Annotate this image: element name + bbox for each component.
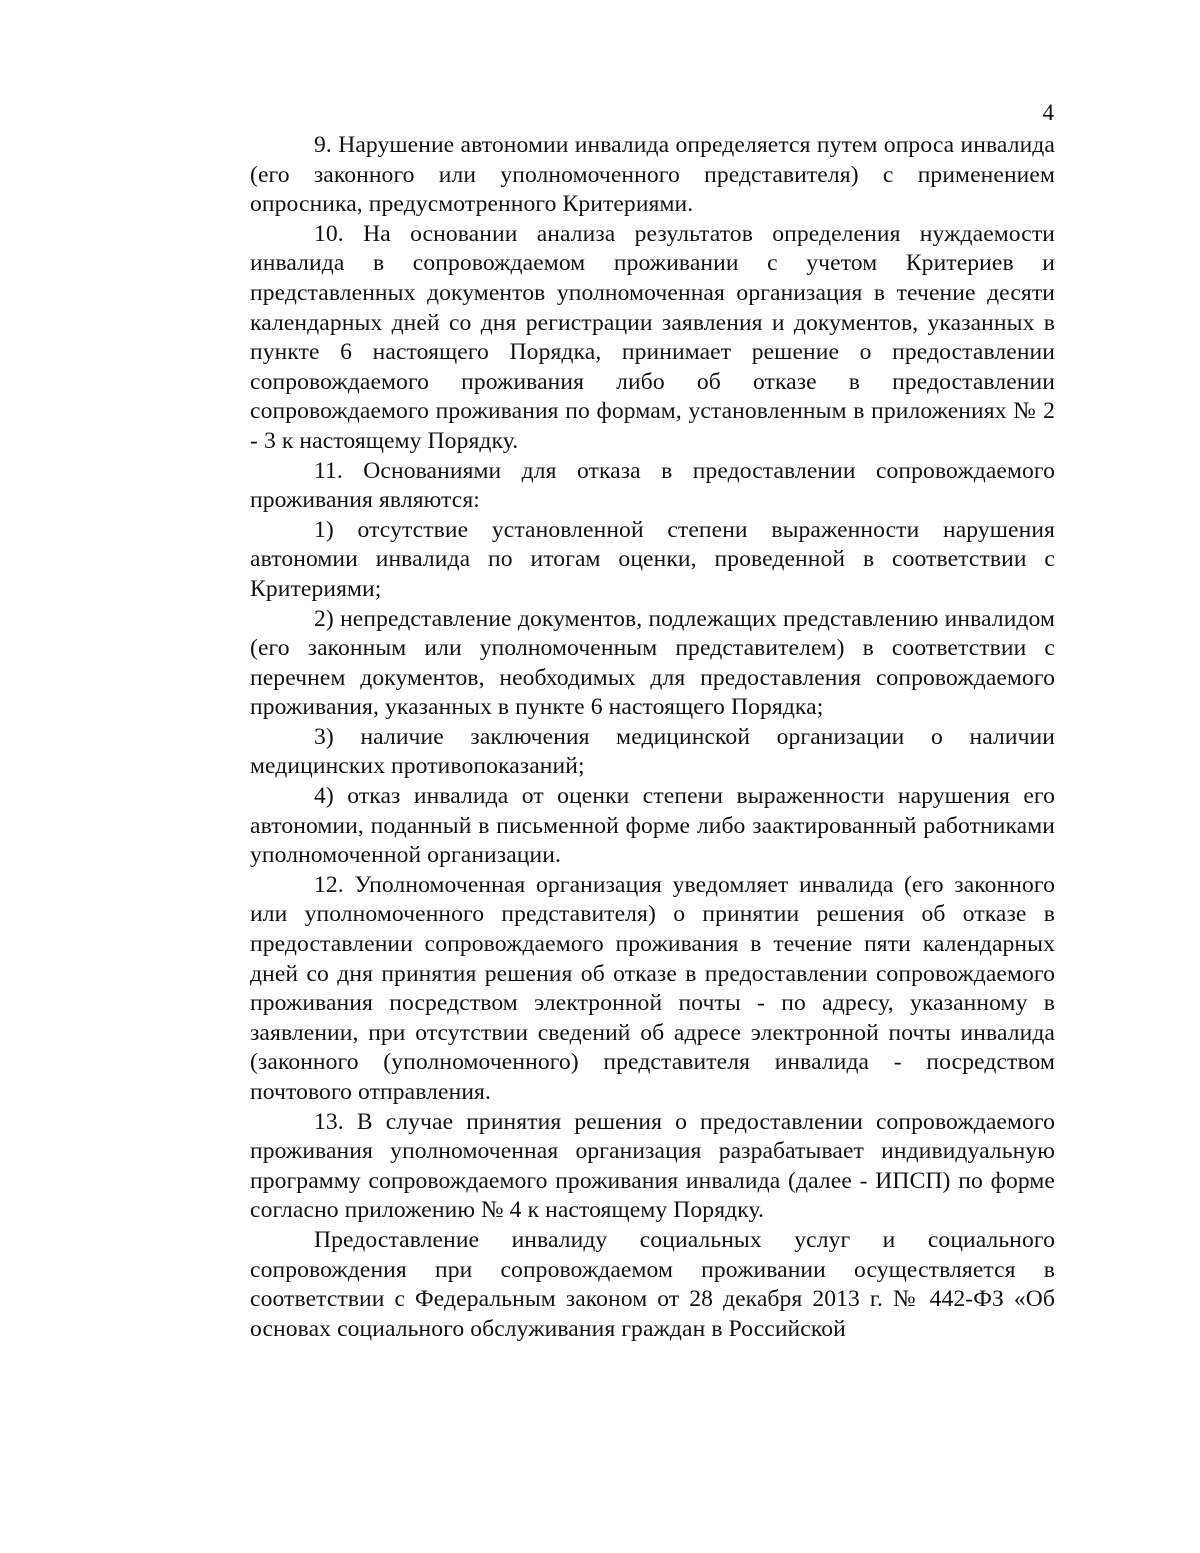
paragraph-11: 11. Основаниями для отказа в предоставлении сопровождаемого проживания являются: (250, 457, 1055, 514)
document-body (250, 131, 1055, 1344)
paragraph-11-item-1: 1) отсутствие установленной степени выраженности нарушения автономии инвалида по итогам оценки, проведенной в соответствии с Критериями; (250, 516, 1055, 602)
page-number: 4 (1042, 100, 1054, 125)
paragraph-12: 12. Уполномоченная организация уведомляет инвалида (его законного или уполномоченного представителя) о принятии решения об отказе в предоставлении сопровождаемого проживания в течение пяти календарных дней со дня принятия решения об отказе в предоставлении сопровождаемого проживания посредством электронной почты - по адресу, указанному в заявлении, при отсутствии сведений об адресе электронной почты инвалида (законного (уполномоченного) представителя инвалида - посредством почтового отправления. (250, 871, 1055, 1105)
paragraph-9: 9. Нарушение автономии инвалида определяется путем опроса инвалида (его законного или уполномоченного представителя) с применением опросника, предусмотренного Критериями. (250, 132, 1055, 218)
paragraph-13: 13. В случае принятия решения о предоставлении сопровождаемого проживания уполномоченная организация разрабатывает индивидуальную программу сопровождаемого проживания инвалида (далее - ИПСП) по форме согласно приложению № 4 к настоящему Порядку. (250, 1108, 1055, 1224)
paragraph-13-continuation: Предоставление инвалиду социальных услуг и социального сопровождения при сопровождаемом проживании осуществляется в соответствии с Федеральным законом от 28 декабря 2013 г. № 442-ФЗ «Об основах социального обслуживания граждан в Российской (250, 1226, 1055, 1342)
paragraph-11-item-2: 2) непредставление документов, подлежащих представлению инвалидом (его законным или уполномоченным представителем) в соответствии с перечнем документов, необходимых для предоставления сопровождаемого проживания, указанных в пункте 6 настоящего Порядка; (250, 605, 1055, 721)
paragraph-11-item-3: 3) наличие заключения медицинской организации о наличии медицинских противопоказаний; (250, 723, 1055, 780)
paragraph-11-item-4: 4) отказ инвалида от оценки степени выраженности нарушения его автономии, поданный в письменной форме либо заактированный работниками уполномоченной организации. (250, 783, 1055, 869)
paragraph-10: 10. На основании анализа результатов определения нуждаемости инвалида в сопровождаемом проживании с учетом Критериев и представленных документов уполномоченная организация в течение десяти календарных дней со дня регистрации заявления и документов, указанных в пункте 6 настоящего Порядка, принимает решение о предоставлении сопровождаемого проживания либо об отказе в предоставлении сопровождаемого проживания по формам, установленным в приложениях № 2 - 3 к настоящему Порядку. (250, 220, 1055, 454)
